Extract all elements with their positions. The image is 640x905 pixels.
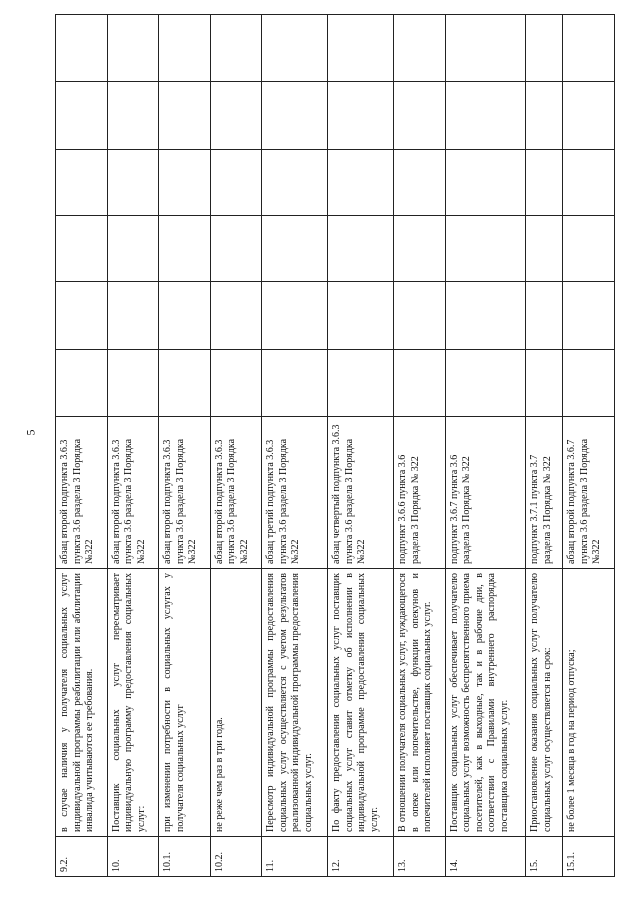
requirement-text: В отношении получателя социальных услуг, нуждающегося в опеке или попечительстве, функции опекунов и попечителей исполняет поставщик социальных услуг. [394,569,446,837]
empty-cell [210,350,262,417]
empty-cell [159,150,211,216]
empty-cell [394,15,446,82]
empty-cell [563,216,615,282]
table-row [56,15,108,877]
empty-cell [563,282,615,350]
table-row [107,15,159,877]
page-number: 5 [23,429,38,436]
empty-cell [262,216,328,282]
empty-cell [262,350,328,417]
requirement-text: Поставщик социальных услуг пересматривает индивидуальную программу предоставления социальных услуг: [107,569,159,837]
table-body [56,15,615,877]
requirements-table [55,14,615,877]
item-number: 10.1. [159,837,211,877]
empty-cell [159,15,211,82]
empty-cell [445,216,526,282]
empty-cell [56,82,108,150]
legal-reference: абзац второй подпункта 3.6.3 пункта 3.6 раздела 3 Порядка №322 [107,417,159,569]
legal-reference: подпункт 3.6.6 пункта 3.6 раздела 3 Порядка № 322 [394,417,446,569]
item-number: 9.2. [56,837,108,877]
empty-cell [56,282,108,350]
empty-cell [210,216,262,282]
table-row [210,15,262,877]
empty-cell [107,82,159,150]
item-number: 15. [526,837,563,877]
empty-cell [394,82,446,150]
legal-reference: подпункт 3.6.7 пункта 3.6 раздела 3 Порядка № 322 [445,417,526,569]
legal-reference: абзац второй подпункта 3.6.3 пункта 3.6 раздела 3 Порядка №322 [56,417,108,569]
requirement-text: По факту предоставления социальных услуг поставщик социальных услуг ставит отметку об исполнении в индивидуальной программе предоставления социальных услуг. [328,569,394,837]
empty-cell [328,350,394,417]
table-row [526,15,563,877]
table-row [159,15,211,877]
requirement-text: не более 1 месяца в год на период отпуска; [563,569,615,837]
empty-cell [526,150,563,216]
empty-cell [526,282,563,350]
empty-cell [445,350,526,417]
empty-cell [159,350,211,417]
empty-cell [526,216,563,282]
empty-cell [526,15,563,82]
empty-cell [107,15,159,82]
empty-cell [107,282,159,350]
empty-cell [445,15,526,82]
empty-cell [262,150,328,216]
table-row [563,15,615,877]
empty-cell [526,350,563,417]
empty-cell [526,82,563,150]
empty-cell [563,350,615,417]
empty-cell [328,15,394,82]
empty-cell [210,282,262,350]
table-row [328,15,394,877]
legal-reference: абзац третий подпункта 3.6.3 пункта 3.6 раздела 3 Порядка №322 [262,417,328,569]
empty-cell [56,150,108,216]
empty-cell [262,15,328,82]
empty-cell [210,82,262,150]
table-row [262,15,328,877]
legal-reference: абзац второй подпункта 3.6.7 пункта 3.6 раздела 3 Порядка №322 [563,417,615,569]
empty-cell [56,15,108,82]
rotated-table-container [55,15,615,877]
requirement-text: Пересмотр индивидуальной программы предоставления социальных услуг осуществляется с учетом результатов реализованной индивидуальной программы предоставления социальных услуг. [262,569,328,837]
empty-cell [56,350,108,417]
empty-cell [159,282,211,350]
empty-cell [107,350,159,417]
item-number: 10.2. [210,837,262,877]
item-number: 15.1. [563,837,615,877]
item-number: 14. [445,837,526,877]
empty-cell [563,82,615,150]
empty-cell [328,150,394,216]
empty-cell [394,282,446,350]
item-number: 12. [328,837,394,877]
legal-reference: абзац четвертый подпункта 3.6.3 пункта 3.6 раздела 3 Порядка №322 [328,417,394,569]
empty-cell [563,150,615,216]
requirement-text: в случае наличия у получателя социальных услуг индивидуальной программы реабилитации или абилитации инвалида учитываются ее требования. [56,569,108,837]
empty-cell [563,15,615,82]
requirement-text: не реже чем раз в три года. [210,569,262,837]
legal-reference: абзац второй подпункта 3.6.3 пункта 3.6 раздела 3 Порядка №322 [210,417,262,569]
item-number: 13. [394,837,446,877]
empty-cell [445,82,526,150]
requirement-text: при изменении потребности в социальных услугах у получателя социальных услуг [159,569,211,837]
requirement-text: Приостановление оказания социальных услуг получателю социальных услуг осуществляется на срок: [526,569,563,837]
empty-cell [394,216,446,282]
empty-cell [56,216,108,282]
item-number: 10. [107,837,159,877]
empty-cell [107,216,159,282]
empty-cell [262,82,328,150]
legal-reference: абзац второй подпункта 3.6.3 пункта 3.6 раздела 3 Порядка №322 [159,417,211,569]
legal-reference: подпункт 3.7.1 пункта 3.7 раздела 3 Порядка № 322 [526,417,563,569]
empty-cell [394,150,446,216]
empty-cell [445,282,526,350]
empty-cell [210,150,262,216]
requirement-text: Поставщик социальных услуг обеспечивает получателю социальных услуг возможность беспрепятственного приема посетителей, как в выходные, так и в рабочие дни, в соответствии с Правилами внутреннего распорядка поставщика социальных услуг. [445,569,526,837]
empty-cell [107,150,159,216]
item-number: 11. [262,837,328,877]
empty-cell [394,350,446,417]
empty-cell [262,282,328,350]
empty-cell [445,150,526,216]
table-row [445,15,526,877]
empty-cell [210,15,262,82]
empty-cell [328,282,394,350]
table-row [394,15,446,877]
empty-cell [328,82,394,150]
empty-cell [328,216,394,282]
empty-cell [159,216,211,282]
empty-cell [159,82,211,150]
